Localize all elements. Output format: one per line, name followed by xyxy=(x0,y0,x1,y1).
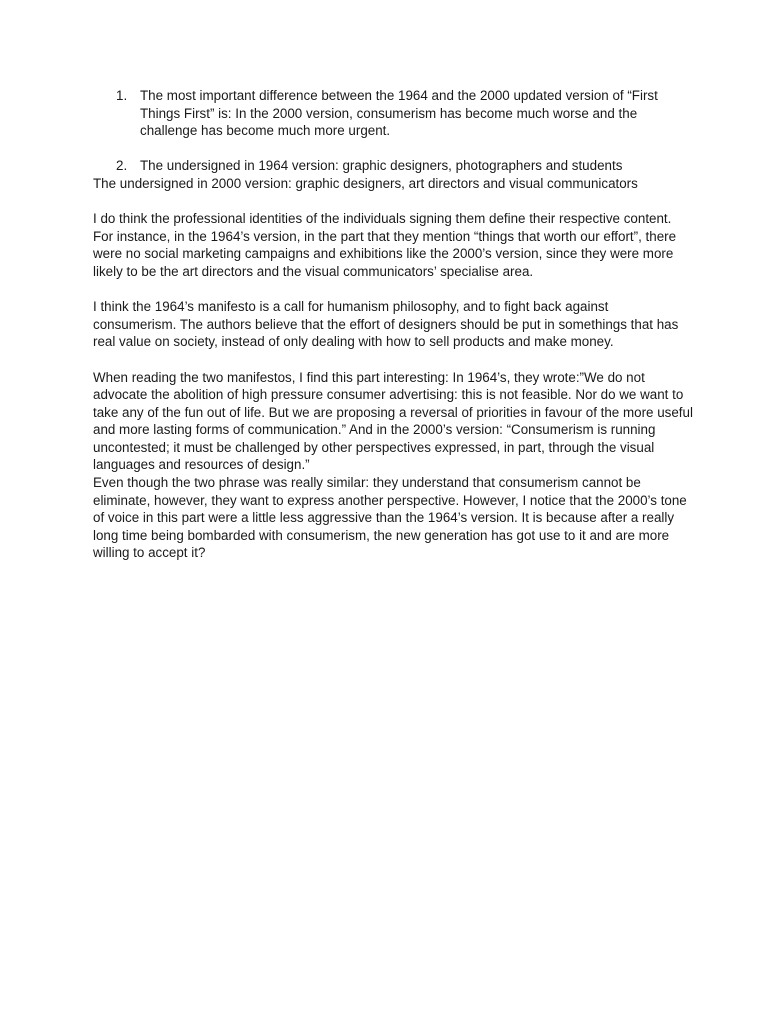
paragraph-humanism: I think the 1964’s manifesto is a call for humanism philosophy, and to fight back against consumerism. The authors believe that the effort of designers should be put in somethings that has real value on society, instead of only dealing with how to sell products and make money. xyxy=(93,299,679,350)
paragraph-comparison: Even though the two phrase was really similar: they understand that consumerism cannot be eliminate, however, they want to express another perspective. However, I notice that the 2000’s tone of voice in this part were a little less aggressive than the 1964’s version. It is because after a really long time being bombarded with consumerism, the new generation has got use to it and are more willing to accept it? xyxy=(93,475,687,561)
undersigned-2000-line: The undersigned in 2000 version: graphic designers, art directors and visual communicators xyxy=(93,175,638,191)
list-number-1: 1. xyxy=(116,88,128,103)
paragraph-identities: I do think the professional identities of the individuals signing them define their respective content. For instance, in the 1964’s version, in the part that they mention “things that worth our effort”, there were no social marketing campaigns and exhibitions like the 2000’s version, since they were more likely to be the art directors and the visual communicators’ specialise area. xyxy=(93,211,677,279)
list-item-1 xyxy=(93,87,693,140)
list-number-2: 2. xyxy=(116,158,128,174)
list-item-2 xyxy=(93,157,693,175)
paragraph-quotes: When reading the two manifestos, I find this part interesting: In 1964’s, they wrote:”We do not advocate the abolition of high pressure consumer advertising: this is not feasible. Nor do we want to take any of the fun out of life. But we are proposing a reversal of priorities in favour of the more useful and more lasting forms of communication.” And in the 2000’s version: “Consumerism is running uncontested; it must be challenged by other perspectives expressed, in part, through the visual languages and resources of design.” xyxy=(93,369,693,473)
list-text-1: The most important difference between the 1964 and the 2000 updated version of “First Things First” is: In the 2000 version, consumerism has become much worse and the challenge has become much more urgent. xyxy=(140,88,658,139)
list-text-2: The undersigned in 1964 version: graphic designers, photographers and students xyxy=(140,158,623,174)
document-body xyxy=(93,87,693,562)
